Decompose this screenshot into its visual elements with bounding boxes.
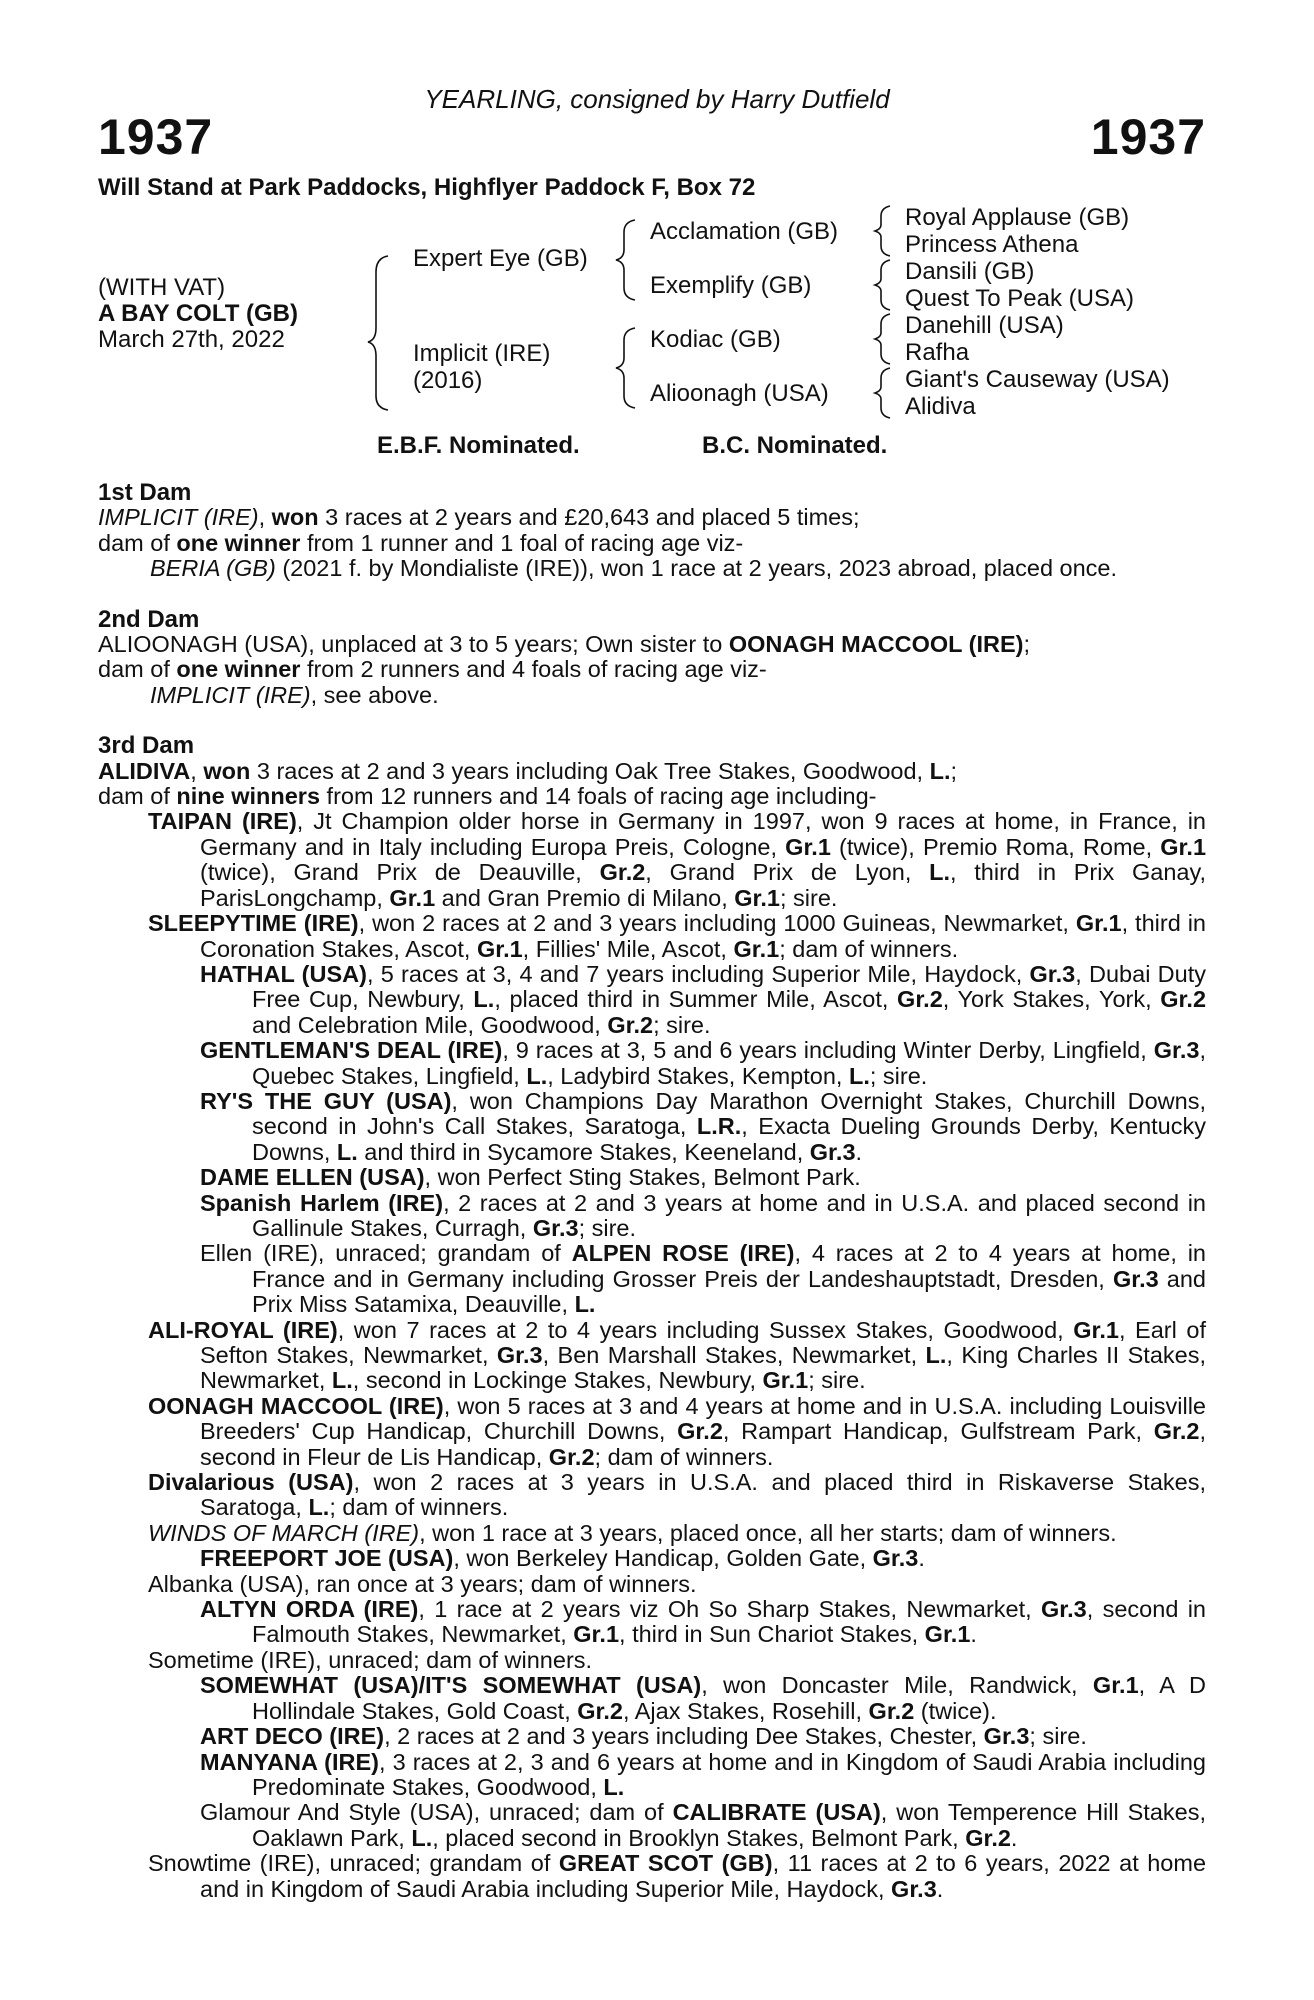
produce-entry-altyn-orda: ALTYN ORDA (IRE), 1 race at 2 years viz Oh So Sharp Stakes, Newmarket, Gr.3, second in Falmouth Stakes, Newmarket, Gr.1, third in Sun Chariot Stakes, Gr.1. — [200, 1596, 1206, 1648]
produce-entry-oonagh-maccool: OONAGH MACCOOL (IRE), won 5 races at 3 and 4 years at home and in U.S.A. including Louisville Breeders' Cup Handicap, Churchill Downs, Gr.2, Rampart Handicap, Gulfstream Park, Gr.2, second in Fleur de Lis Handicap, Gr.2; dam of winners. — [148, 1392, 1206, 1470]
produce-entry-sleepytime: SLEEPYTIME (IRE), won 2 races at 2 and 3 years including 1000 Guineas, Newmarket, Gr.1, third in Coronation Stakes, Ascot, Gr.1, Fillies' Mile, Ascot, Gr.1; dam of winners. — [148, 910, 1207, 962]
first-dam-produce-summary: dam of one winner from 1 runner and 1 foal of racing age viz- — [98, 529, 744, 556]
third-dam-produce-summary: dam of nine winners from 12 runners and 14 foals of racing age including- — [98, 783, 877, 810]
produce-record — [98, 480, 1206, 1902]
pedigree-sdd: Quest To Peak (USA) — [905, 285, 1134, 312]
first-dam-heading: 1st Dam — [98, 479, 192, 506]
bc-nomination: B.C. Nominated. — [702, 432, 888, 459]
produce-entry-manyana: MANYANA (IRE), 3 races at 2, 3 and 6 years at home and in Kingdom of Saudi Arabia including Predominate Stakes, Goodwood, L. — [200, 1748, 1207, 1800]
produce-entry-divalarious: Divalarious (USA), won 2 races at 3 years in U.S.A. and placed third in Riskaverse Stakes, Saratoga, L.; dam of winners. — [148, 1469, 1206, 1521]
pedigree-dsd: Rafha — [905, 339, 970, 366]
lot-number-right: 1937 — [1090, 109, 1206, 165]
pedigree-ddd: Alidiva — [905, 393, 976, 420]
second-dam-foal: IMPLICIT (IRE), see above. — [150, 681, 439, 708]
third-dam-heading: 3rd Dam — [98, 732, 195, 760]
produce-entry-spanish-harlem: Spanish Harlem (IRE), 2 races at 2 and 3 years at home and in U.S.A. and placed second in Gallinule Stakes, Curragh, Gr.3; sire. — [200, 1189, 1206, 1241]
second-dam-line: ALIOONAGH (USA), unplaced at 3 to 5 years; Own sister to OONAGH MACCOOL (IRE); — [98, 631, 1030, 658]
second-dam-heading: 2nd Dam — [98, 605, 200, 633]
pedigree-sire: Expert Eye (GB) — [413, 245, 588, 272]
produce-entry-ellen: Ellen (IRE), unraced; grandam of ALPEN ROSE (IRE), 4 races at 2 to 4 years at home, in France and in Germany including Grosser Preis der Landeshauptstadt, Dresden, Gr.3 and Prix Miss Satamixa, Deauville, L. — [200, 1240, 1206, 1318]
produce-entry-ali-royal: ALI-ROYAL (IRE), won 7 races at 2 to 4 years including Sussex Stakes, Goodwood, Gr.1, Earl of Sefton Stakes, Newmarket, Gr.3, Ben Marshall Stakes, Newmarket, L., King Charles II Stakes, Newmarket, L., second in Lockinge Stakes, Newbury, Gr.1; sire. — [148, 1316, 1206, 1394]
lot-number-left: 1937 — [98, 109, 214, 165]
first-dam-line: IMPLICIT (IRE), won 3 races at 2 years and £20,643 and placed 5 times; — [98, 504, 860, 531]
pedigree-dam-year: (2016) — [413, 367, 483, 394]
produce-entry-taipan: TAIPAN (IRE), Jt Champion older horse in Germany in 1997, won 9 races at home, in France, in Germany and in Italy including Europa Preis, Cologne, Gr.1 (twice), Premio Roma, Rome, Gr.1 (twice), Grand Prix de Deauville, Gr.2, Grand Prix de Lyon, L., third in Prix Ganay, ParisLongchamp, Gr.1 and Gran Premio di Milano, Gr.1; sire. — [148, 808, 1207, 911]
produce-entry-snowtime: Snowtime (IRE), unraced; grandam of GREAT SCOT (GB), 11 races at 2 to 6 years, 2022 at home and in Kingdom of Saudi Arabia including Superior Mile, Haydock, Gr.3. — [148, 1850, 1207, 1902]
stand-location: Will Stand at Park Paddocks, Highflyer Paddock F, Box 72 — [98, 174, 756, 201]
pedigree-dam-sire: Kodiac (GB) — [650, 326, 781, 353]
pedigree-dss: Danehill (USA) — [905, 312, 1064, 339]
pedigree-sss: Royal Applause (GB) — [905, 204, 1130, 231]
pedigree-dam-dam: Alioonagh (USA) — [650, 380, 829, 407]
second-dam-produce-summary: dam of one winner from 2 runners and 4 foals of racing age viz- — [98, 656, 767, 683]
pedigree-dds: Giant's Causeway (USA) — [905, 366, 1170, 393]
pedigree-dam: Implicit (IRE) — [413, 340, 551, 367]
horse-dob: March 27th, 2022 — [98, 326, 285, 353]
consignor-line: YEARLING, consigned by Harry Dutfield — [424, 84, 890, 114]
produce-entry-art-deco: ART DECO (IRE), 2 races at 2 and 3 years including Dee Stakes, Chester, Gr.3; sire. — [200, 1723, 1087, 1750]
produce-entry-winds-of-march: WINDS OF MARCH (IRE), won 1 race at 3 years, placed once, all her starts; dam of winners. — [148, 1519, 1117, 1546]
pedigree-sire-sire: Acclamation (GB) — [650, 218, 839, 245]
first-dam-foal: BERIA (GB) (2021 f. by Mondialiste (IRE)), won 1 race at 2 years, 2023 abroad, placed once. — [150, 555, 1118, 582]
pedigree-sds: Dansili (GB) — [905, 258, 1035, 285]
produce-entry-glamour-and-style: Glamour And Style (USA), unraced; dam of CALIBRATE (USA), won Temperence Hill Stakes, Oaklawn Park, L., placed second in Brooklyn Stakes, Belmont Park, Gr.2. — [200, 1799, 1207, 1851]
pedigree-ssd: Princess Athena — [905, 231, 1079, 258]
produce-entry-gentlemans-deal: GENTLEMAN'S DEAL (IRE), 9 races at 3, 5 and 6 years including Winter Derby, Lingfield, Gr.3, Quebec Stakes, Lingfield, L., Ladybird Stakes, Kempton, L.; sire. — [200, 1037, 1206, 1089]
third-dam-line: ALIDIVA, won 3 races at 2 and 3 years including Oak Tree Stakes, Goodwood, L.; — [98, 757, 958, 784]
ebf-nomination: E.B.F. Nominated. — [377, 432, 580, 459]
produce-entry-sometime: Sometime (IRE), unraced; dam of winners. — [148, 1646, 593, 1673]
produce-entry-dame-ellen: DAME ELLEN (USA), won Perfect Sting Stakes, Belmont Park. — [200, 1164, 861, 1191]
produce-entry-albanka: Albanka (USA), ran once at 3 years; dam of winners. — [148, 1570, 697, 1597]
horse-name: A BAY COLT (GB) — [98, 300, 299, 327]
produce-entry-somewhat: SOMEWHAT (USA)/IT'S SOMEWHAT (USA), won Doncaster Mile, Randwick, Gr.1, A D Hollindale Stakes, Gold Coast, Gr.2, Ajax Stakes, Rosehill, Gr.2 (twice). — [200, 1672, 1207, 1724]
produce-entry-rys-the-guy: RY'S THE GUY (USA), won Champions Day Marathon Overnight Stakes, Churchill Downs, second in John's Call Stakes, Saratoga, L.R., Exacta Dueling Grounds Derby, Kentucky Downs, L. and third in Sycamore Stakes, Keeneland, Gr.3. — [200, 1087, 1206, 1165]
produce-entry-freeport-joe: FREEPORT JOE (USA), won Berkeley Handicap, Golden Gate, Gr.3. — [200, 1545, 925, 1572]
pedigree-sire-dam: Exemplify (GB) — [650, 272, 812, 299]
vat-note: (WITH VAT) — [98, 274, 226, 301]
produce-entry-hathal: HATHAL (USA), 5 races at 3, 4 and 7 years including Superior Mile, Haydock, Gr.3, Dubai Duty Free Cup, Newbury, L., placed third in Summer Mile, Ascot, Gr.2, York Stakes, York, Gr.2 and Celebration Mile, Goodwood, Gr.2; sire. — [200, 960, 1207, 1038]
